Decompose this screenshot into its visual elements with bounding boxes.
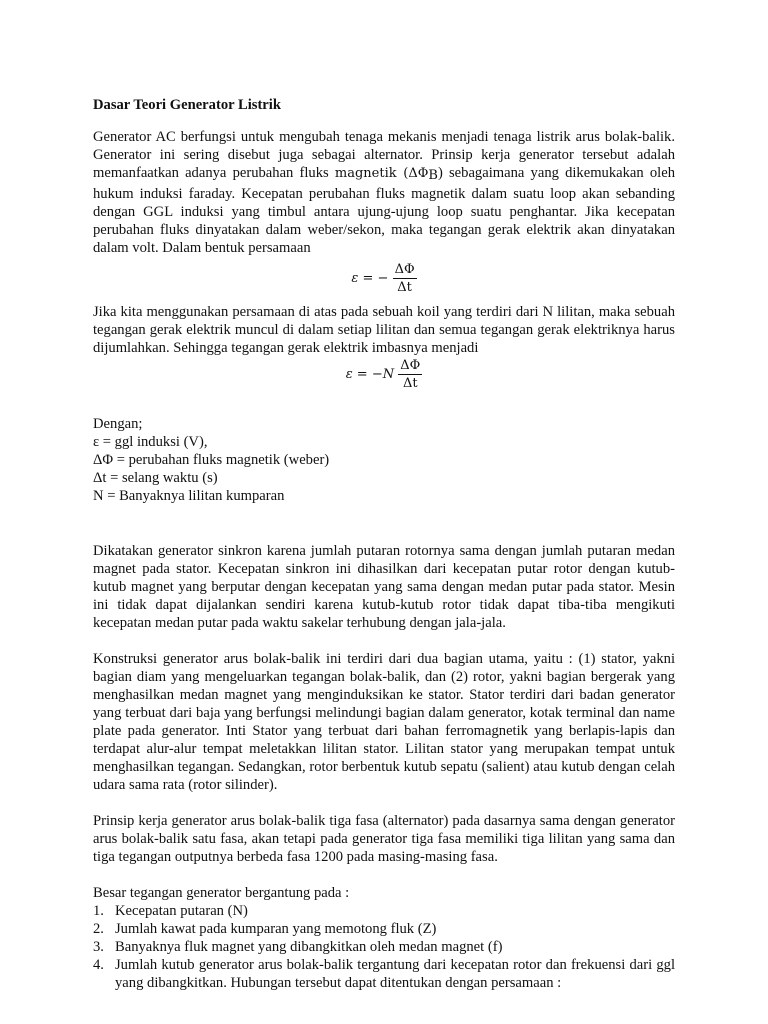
equation-faraday-lhs: ε = − [351,271,389,286]
definition-item: ΔΦ = perubahan fluks magnetik (weber) [93,452,330,468]
definition-item: Δt = selang waktu (s) [93,470,218,486]
list-item-number: 1. [93,903,104,919]
equation-faraday-denominator: Δt [397,280,412,295]
list-item-text: Jumlah kutub generator arus bolak-balik tergantung dari kecepatan rotor dan frekuensi dari ggl yang dibangkitkan. Hubungan tersebut dapat ditentukan dengan persamaan : [115,957,675,991]
equation-n-turns-lhs: ε = −N [345,367,395,382]
definition-item: N = Banyaknya lilitan kumparan [93,488,285,504]
definitions-lead: Dengan; [93,416,143,432]
list-item-text: Kecepatan putaran (N) [115,903,248,919]
list-item-number: 3. [93,939,104,955]
document-body [93,96,675,992]
list-item-text: Banyaknya fluk magnet yang dibangkitkan oleh medan magnet (f) [115,939,503,955]
equation-faraday [93,261,675,303]
list-item [93,938,675,956]
equation-faraday-n-turns [93,357,675,397]
list-item-number: 2. [93,921,104,937]
list-item-text: Jumlah kawat pada kumparan yang memotong fluk (Z) [115,921,437,937]
list-item [93,920,675,938]
equation-n-turns-numerator: ΔΦ [400,358,421,373]
p1-flux-subscript: B [428,168,438,183]
list-item [93,956,675,992]
p1-text-a: Generator AC berfungsi untuk mengubah tenaga mekanis menjadi tenaga listrik arus bolak-balik. Generator ini sering disebut juga sebagai alternator. Prinsip kerja generator tersebut adalah memanfaatkan adanya perubahan fluks [93,129,675,181]
paragraph-coil-n-turns: Jika kita menggunakan persamaan di atas pada sebuah koil yang terdiri dari N lilitan, maka sebuah tegangan gerak elektrik muncul di dalam setiap lilitan dan semua tegangan gerak elektriknya harus dijumlahkan. Sehingga tegangan gerak elektrik imbasnya menjadi [93,304,675,356]
p1-flux-symbol: (ΔΦ [396,166,429,181]
paragraph-three-phase: Prinsip kerja generator arus bolak-balik tiga fasa (alternator) pada dasarnya sama dengan generator arus bolak-balik satu fasa, akan tetapi pada generator tiga fasa memiliki tiga lilitan yang sama dan tiga tegangan outputnya berbeda fasa 1200 pada masing-masing fasa. [93,813,675,865]
p1-text-d: ) sebagaimana yang dikemukakan oleh hukum induksi faraday. Kecepatan perubahan fluks magnetik dalam suatu loop akan sebanding dengan GGL induksi yang timbul antara ujung-ujung loop suatu penghantar. Jika kecepatan perubahan fluks dinyatakan dalam weber/sekon, maka tegangan gerak elektrik akan dinyatakan dalam volt. Dalam bentuk persamaan [93,165,676,256]
equation-n-turns-denominator: Δt [402,376,418,391]
list-lead: Besar tegangan generator bergantung pada : [93,885,350,901]
list-item-number: 4. [93,957,104,973]
equation-faraday-fraction [393,261,417,297]
definitions-list [93,433,675,505]
p1-math-word: magnetik [334,166,397,181]
paragraph-synchronous-generator: Dikatakan generator sinkron karena jumlah putaran rotornya sama dengan jumlah putaran medan magnet pada stator. Kecepatan sinkron ini dihasilkan dari kecepatan putar rotor dengan kutub-kutub magnet yang berputar dengan kecepatan yang sama dengan medan putar pada stator. Mesin ini tidak dapat dijalankan sendiri karena kutub-kutub rotor tidak dapat tiba-tiba mengikuti kecepatan medan putar pada waktu sakelar terhubung dengan jala-jala. [93,543,675,631]
definition-item: ε = ggl induksi (V), [93,434,208,450]
paragraph-generator-ac [93,128,675,257]
voltage-factors-list [93,902,675,992]
equation-n-turns-fraction [398,357,422,393]
paragraph-construction: Konstruksi generator arus bolak-balik ini terdiri dari dua bagian utama, yaitu : (1) stator, yakni bagian diam yang mengeluarkan tegangan bolak-balik, dan (2) rotor, yakni bagian bergerak yang menghasilkan medan magnet yang menginduksikan ke stator. Stator terdiri dari badan generator yang terbuat dari baja yang berfungsi melindungi bagian dalam generator, kotak terminal dan name plate pada generator. Inti Stator yang terbuat dari bahan ferromagnetik yang berlapis-lapis dan terdapat alur-alur tempat meletakkan lilitan stator. Lilitan stator yang merupakan tempat untuk menghasilkan tegangan. Sedangkan, rotor berbentuk kutub sepatu (salient) atau kutub dengan celah udara sama rata (rotor silinder). [93,651,675,793]
equation-faraday-numerator: ΔΦ [394,262,415,277]
list-item [93,902,675,920]
document-title: Dasar Teori Generator Listrik [93,97,281,113]
